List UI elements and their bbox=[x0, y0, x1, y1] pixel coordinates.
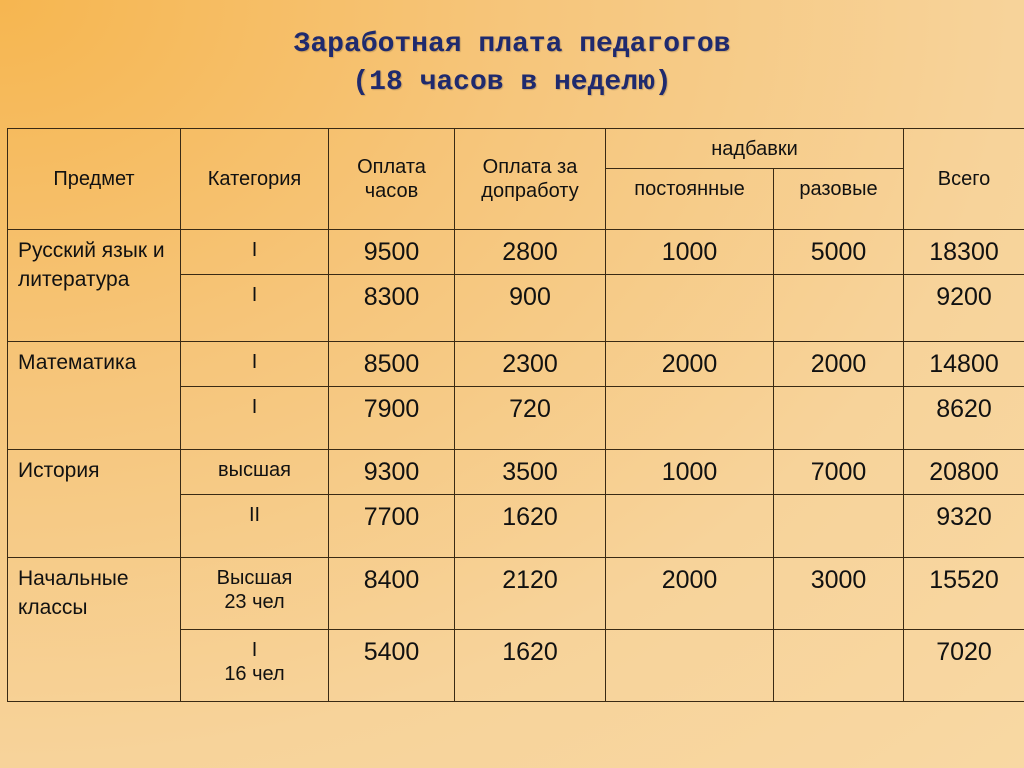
cell-pay-extra: 2800 bbox=[455, 230, 606, 275]
header-bonus-permanent: постоянные bbox=[606, 169, 774, 230]
cell-pay-hours: 8500 bbox=[329, 342, 455, 387]
cell-category: I bbox=[181, 275, 329, 342]
cell-category: II bbox=[181, 495, 329, 558]
cell-category: Высшая 23 чел bbox=[181, 558, 329, 630]
cell-bonus-onetime: 2000 bbox=[774, 342, 904, 387]
cell-total: 20800 bbox=[904, 450, 1024, 495]
cell-bonus-onetime: 3000 bbox=[774, 558, 904, 630]
cell-subject: Русский язык и литература bbox=[8, 230, 181, 342]
cell-bonus-permanent: 1000 bbox=[606, 450, 774, 495]
cell-pay-hours: 5400 bbox=[329, 630, 455, 702]
cell-total: 7020 bbox=[904, 630, 1024, 702]
cell-subject: Начальные классы bbox=[8, 558, 181, 702]
title-line-2: (18 часов в неделю) bbox=[352, 67, 672, 98]
cell-pay-extra: 3500 bbox=[455, 450, 606, 495]
cell-bonus-onetime bbox=[774, 275, 904, 342]
cell-subject: Математика bbox=[8, 342, 181, 450]
cell-total: 18300 bbox=[904, 230, 1024, 275]
cell-total: 15520 bbox=[904, 558, 1024, 630]
cell-pay-hours: 7700 bbox=[329, 495, 455, 558]
cell-subject: История bbox=[8, 450, 181, 558]
cell-pay-extra: 720 bbox=[455, 387, 606, 450]
salary-table bbox=[7, 128, 1024, 702]
cell-pay-extra: 1620 bbox=[455, 495, 606, 558]
header-pay-extra: Оплата за допработу bbox=[455, 129, 606, 230]
header-bonuses: надбавки bbox=[606, 129, 904, 169]
cell-total: 14800 bbox=[904, 342, 1024, 387]
header-total: Всего bbox=[904, 129, 1024, 230]
cell-bonus-onetime bbox=[774, 495, 904, 558]
cell-bonus-permanent bbox=[606, 275, 774, 342]
cell-pay-hours: 8300 bbox=[329, 275, 455, 342]
cell-bonus-permanent bbox=[606, 495, 774, 558]
table-body bbox=[8, 230, 1024, 702]
title-line-1: Заработная плата педагогов bbox=[293, 29, 731, 60]
table-row bbox=[8, 342, 1024, 387]
table-row bbox=[8, 230, 1024, 275]
cell-pay-extra: 900 bbox=[455, 275, 606, 342]
table-row bbox=[8, 450, 1024, 495]
cell-category: I 16 чел bbox=[181, 630, 329, 702]
cell-bonus-permanent bbox=[606, 387, 774, 450]
header-pay-hours: Оплата часов bbox=[329, 129, 455, 230]
cell-bonus-onetime bbox=[774, 630, 904, 702]
cell-bonus-permanent: 2000 bbox=[606, 342, 774, 387]
cell-pay-hours: 7900 bbox=[329, 387, 455, 450]
cell-pay-hours: 9300 bbox=[329, 450, 455, 495]
cell-bonus-permanent: 1000 bbox=[606, 230, 774, 275]
header-subject: Предмет bbox=[8, 129, 181, 230]
header-row-1 bbox=[8, 129, 1024, 169]
cell-bonus-onetime: 5000 bbox=[774, 230, 904, 275]
cell-bonus-onetime: 7000 bbox=[774, 450, 904, 495]
cell-bonus-onetime bbox=[774, 387, 904, 450]
table-row bbox=[8, 558, 1024, 630]
cell-total: 9200 bbox=[904, 275, 1024, 342]
header-category: Категория bbox=[181, 129, 329, 230]
cell-category: I bbox=[181, 387, 329, 450]
cell-category: I bbox=[181, 230, 329, 275]
cell-bonus-permanent bbox=[606, 630, 774, 702]
cell-category: I bbox=[181, 342, 329, 387]
header-bonus-onetime: разовые bbox=[774, 169, 904, 230]
cell-pay-hours: 9500 bbox=[329, 230, 455, 275]
slide-title bbox=[0, 26, 1024, 102]
table-header bbox=[8, 129, 1024, 230]
cell-pay-extra: 2120 bbox=[455, 558, 606, 630]
cell-bonus-permanent: 2000 bbox=[606, 558, 774, 630]
cell-pay-extra: 1620 bbox=[455, 630, 606, 702]
cell-pay-extra: 2300 bbox=[455, 342, 606, 387]
cell-pay-hours: 8400 bbox=[329, 558, 455, 630]
cell-total: 9320 bbox=[904, 495, 1024, 558]
cell-category: высшая bbox=[181, 450, 329, 495]
cell-total: 8620 bbox=[904, 387, 1024, 450]
